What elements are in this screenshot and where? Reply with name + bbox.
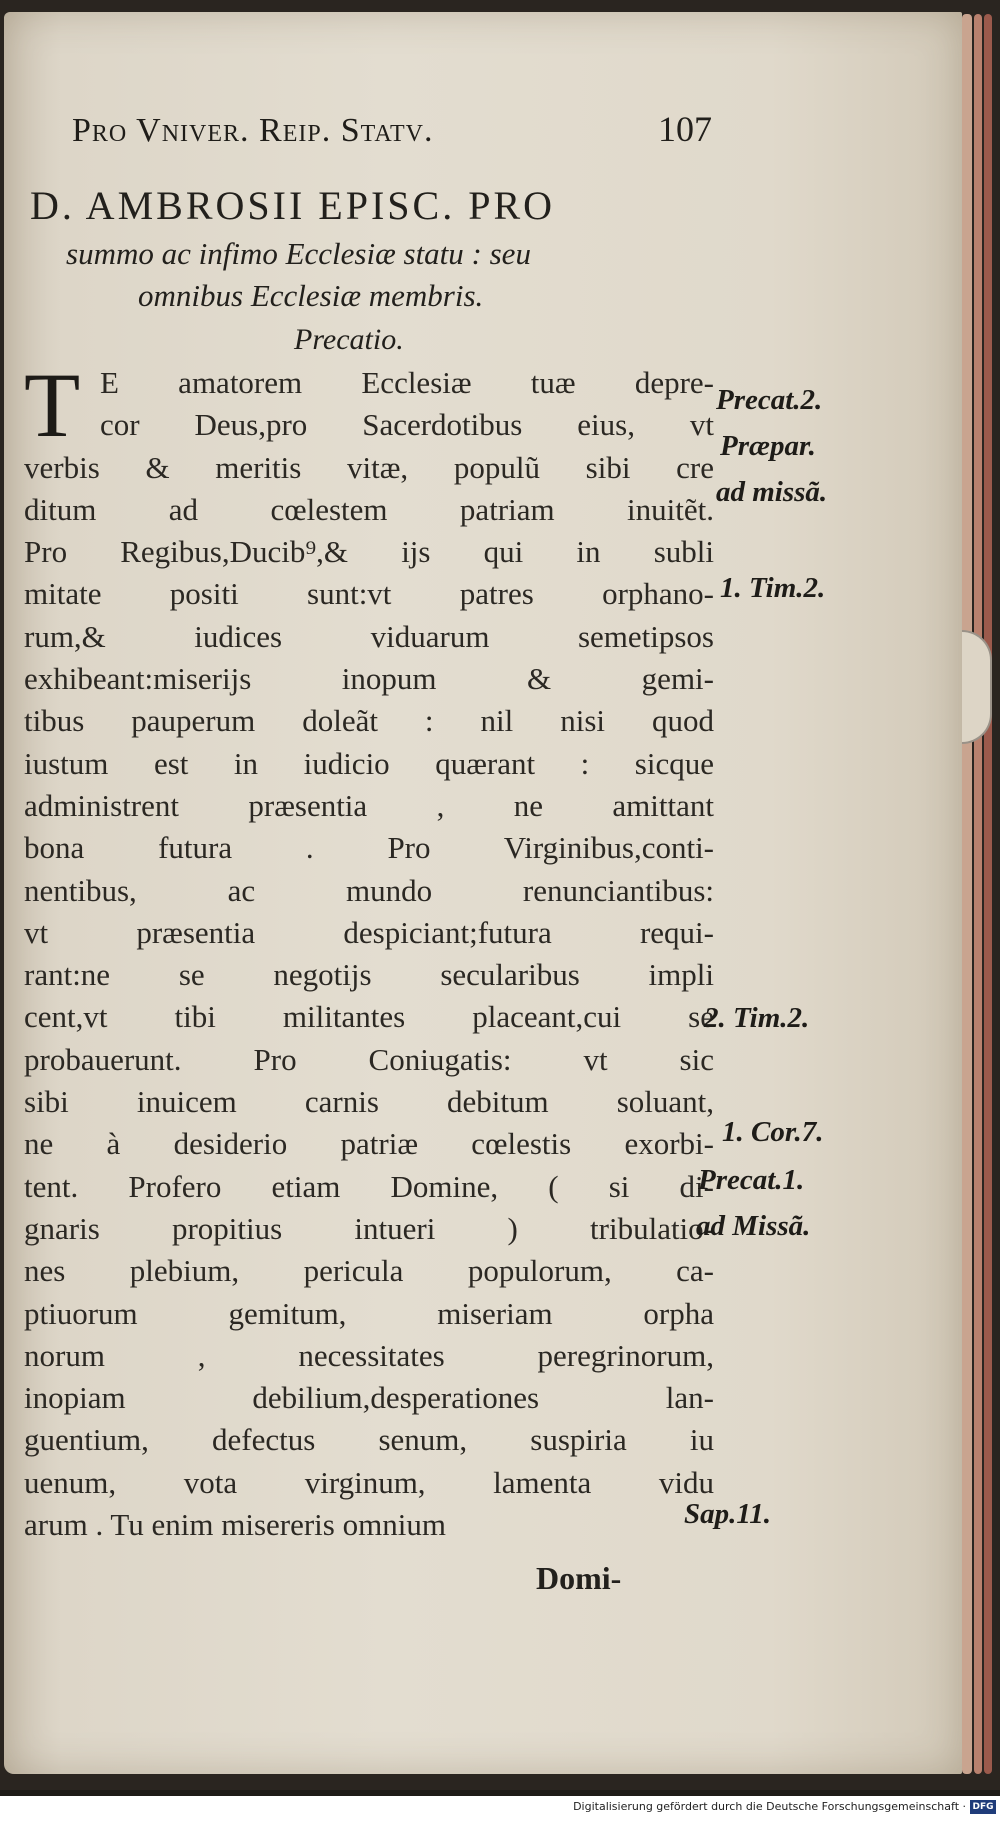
text-line: ditum ad cœlestem patriam inuitẽt. — [24, 491, 714, 527]
text-line: inopiam debilium,desperationes lan- — [24, 1380, 714, 1416]
margin-note: ad missã. — [716, 476, 828, 508]
text-line: iustum est in iudicio quærant : sicque — [24, 745, 714, 781]
text-line: arum . Tu enim misereris omnium — [24, 1507, 446, 1543]
margin-note: ad Missã. — [696, 1210, 811, 1242]
text-line: uenum, vota virginum, lamenta vidu — [24, 1464, 714, 1500]
subtitle-line: omnibus Ecclesiæ membris. — [138, 278, 484, 313]
margin-note: 2. Tim.2. — [704, 1002, 810, 1034]
margin-note: Sap.11. — [684, 1498, 772, 1530]
drop-cap: T — [24, 354, 81, 456]
text-line: guentium, defectus senum, suspiria iu — [24, 1422, 714, 1458]
margin-note: Præpar. — [720, 430, 816, 462]
text-line: gnaris propitius intueri ) tribulatio- — [24, 1210, 714, 1246]
text-line: probauerunt. Pro Coniugatis: vt sic — [24, 1041, 714, 1077]
text-line: verbis & meritis vitæ, populũ sibi cre — [24, 449, 714, 485]
section-heading: Precatio. — [294, 323, 404, 356]
text-line: nes plebium, pericula populorum, ca- — [24, 1253, 714, 1289]
text-line: norum , necessitates peregrinorum, — [24, 1337, 714, 1373]
text-line: vt præsentia despiciant;futura requi- — [24, 914, 714, 950]
margin-note: Precat.1. — [698, 1164, 805, 1196]
page-number: 107 — [658, 109, 712, 149]
text-line: tent. Profero etiam Domine, ( si di- — [24, 1168, 714, 1204]
text-line: exhibeant:miserijs inopum & gemi- — [24, 661, 714, 697]
page-title: D. AMBROSII EPISC. PRO — [30, 183, 556, 228]
book-page — [4, 12, 962, 1774]
text-line: cor Deus,pro Sacerdotibus eius, vt — [100, 407, 714, 443]
funding-credit: Digitalisierung gefördert durch die Deutsche Forschungsgemeinschaft · — [573, 1800, 966, 1813]
text-line: ne à desiderio patriæ cœlestis exorbi- — [24, 1126, 714, 1162]
text-line: sibi inuicem carnis debitum soluant, — [24, 1084, 714, 1120]
text-line: rant:ne se negotijs secularibus impli — [24, 957, 714, 993]
running-title: Pro Vniver. Reip. Statv. — [72, 112, 434, 149]
subtitle-line: summo ac infimo Ecclesiæ statu : seu — [66, 236, 531, 271]
subtitle — [30, 233, 710, 317]
page-edge — [974, 14, 982, 1774]
margin-note: 1. Tim.2. — [720, 572, 826, 604]
text-line: nentibus, ac mundo renunciantibus: — [24, 872, 714, 908]
margin-note: Precat.2. — [716, 384, 823, 416]
margin-note: 1. Cor.7. — [722, 1116, 824, 1148]
text-line: mitate positi sunt:vt patres orphano- — [24, 576, 714, 612]
page-edge — [984, 14, 992, 1774]
text-line: ptiuorum gemitum, miseriam orpha — [24, 1295, 714, 1331]
text-line: cent,vt tibi militantes placeant,cui se — [24, 999, 714, 1035]
catchword: Domi- — [536, 1560, 622, 1596]
body-text — [24, 354, 714, 1546]
text-line: E amatorem Ecclesiæ tuæ depre- — [100, 365, 714, 400]
title-block — [30, 182, 710, 357]
text-line: administrent præsentia , ne amittant — [24, 787, 714, 823]
text-line: tibus pauperum doleãt : nil nisi quod — [24, 703, 714, 739]
dfg-logo: DFG — [970, 1800, 996, 1814]
text-line: Pro Regibus,Ducib⁹,& ijs qui in subli — [24, 534, 714, 570]
running-header — [72, 108, 712, 150]
text-line: bona futura . Pro Virginibus,conti- — [24, 830, 714, 866]
text-line: rum,& iudices viduarum semetipsos — [24, 618, 714, 654]
page-edge — [962, 14, 972, 1774]
